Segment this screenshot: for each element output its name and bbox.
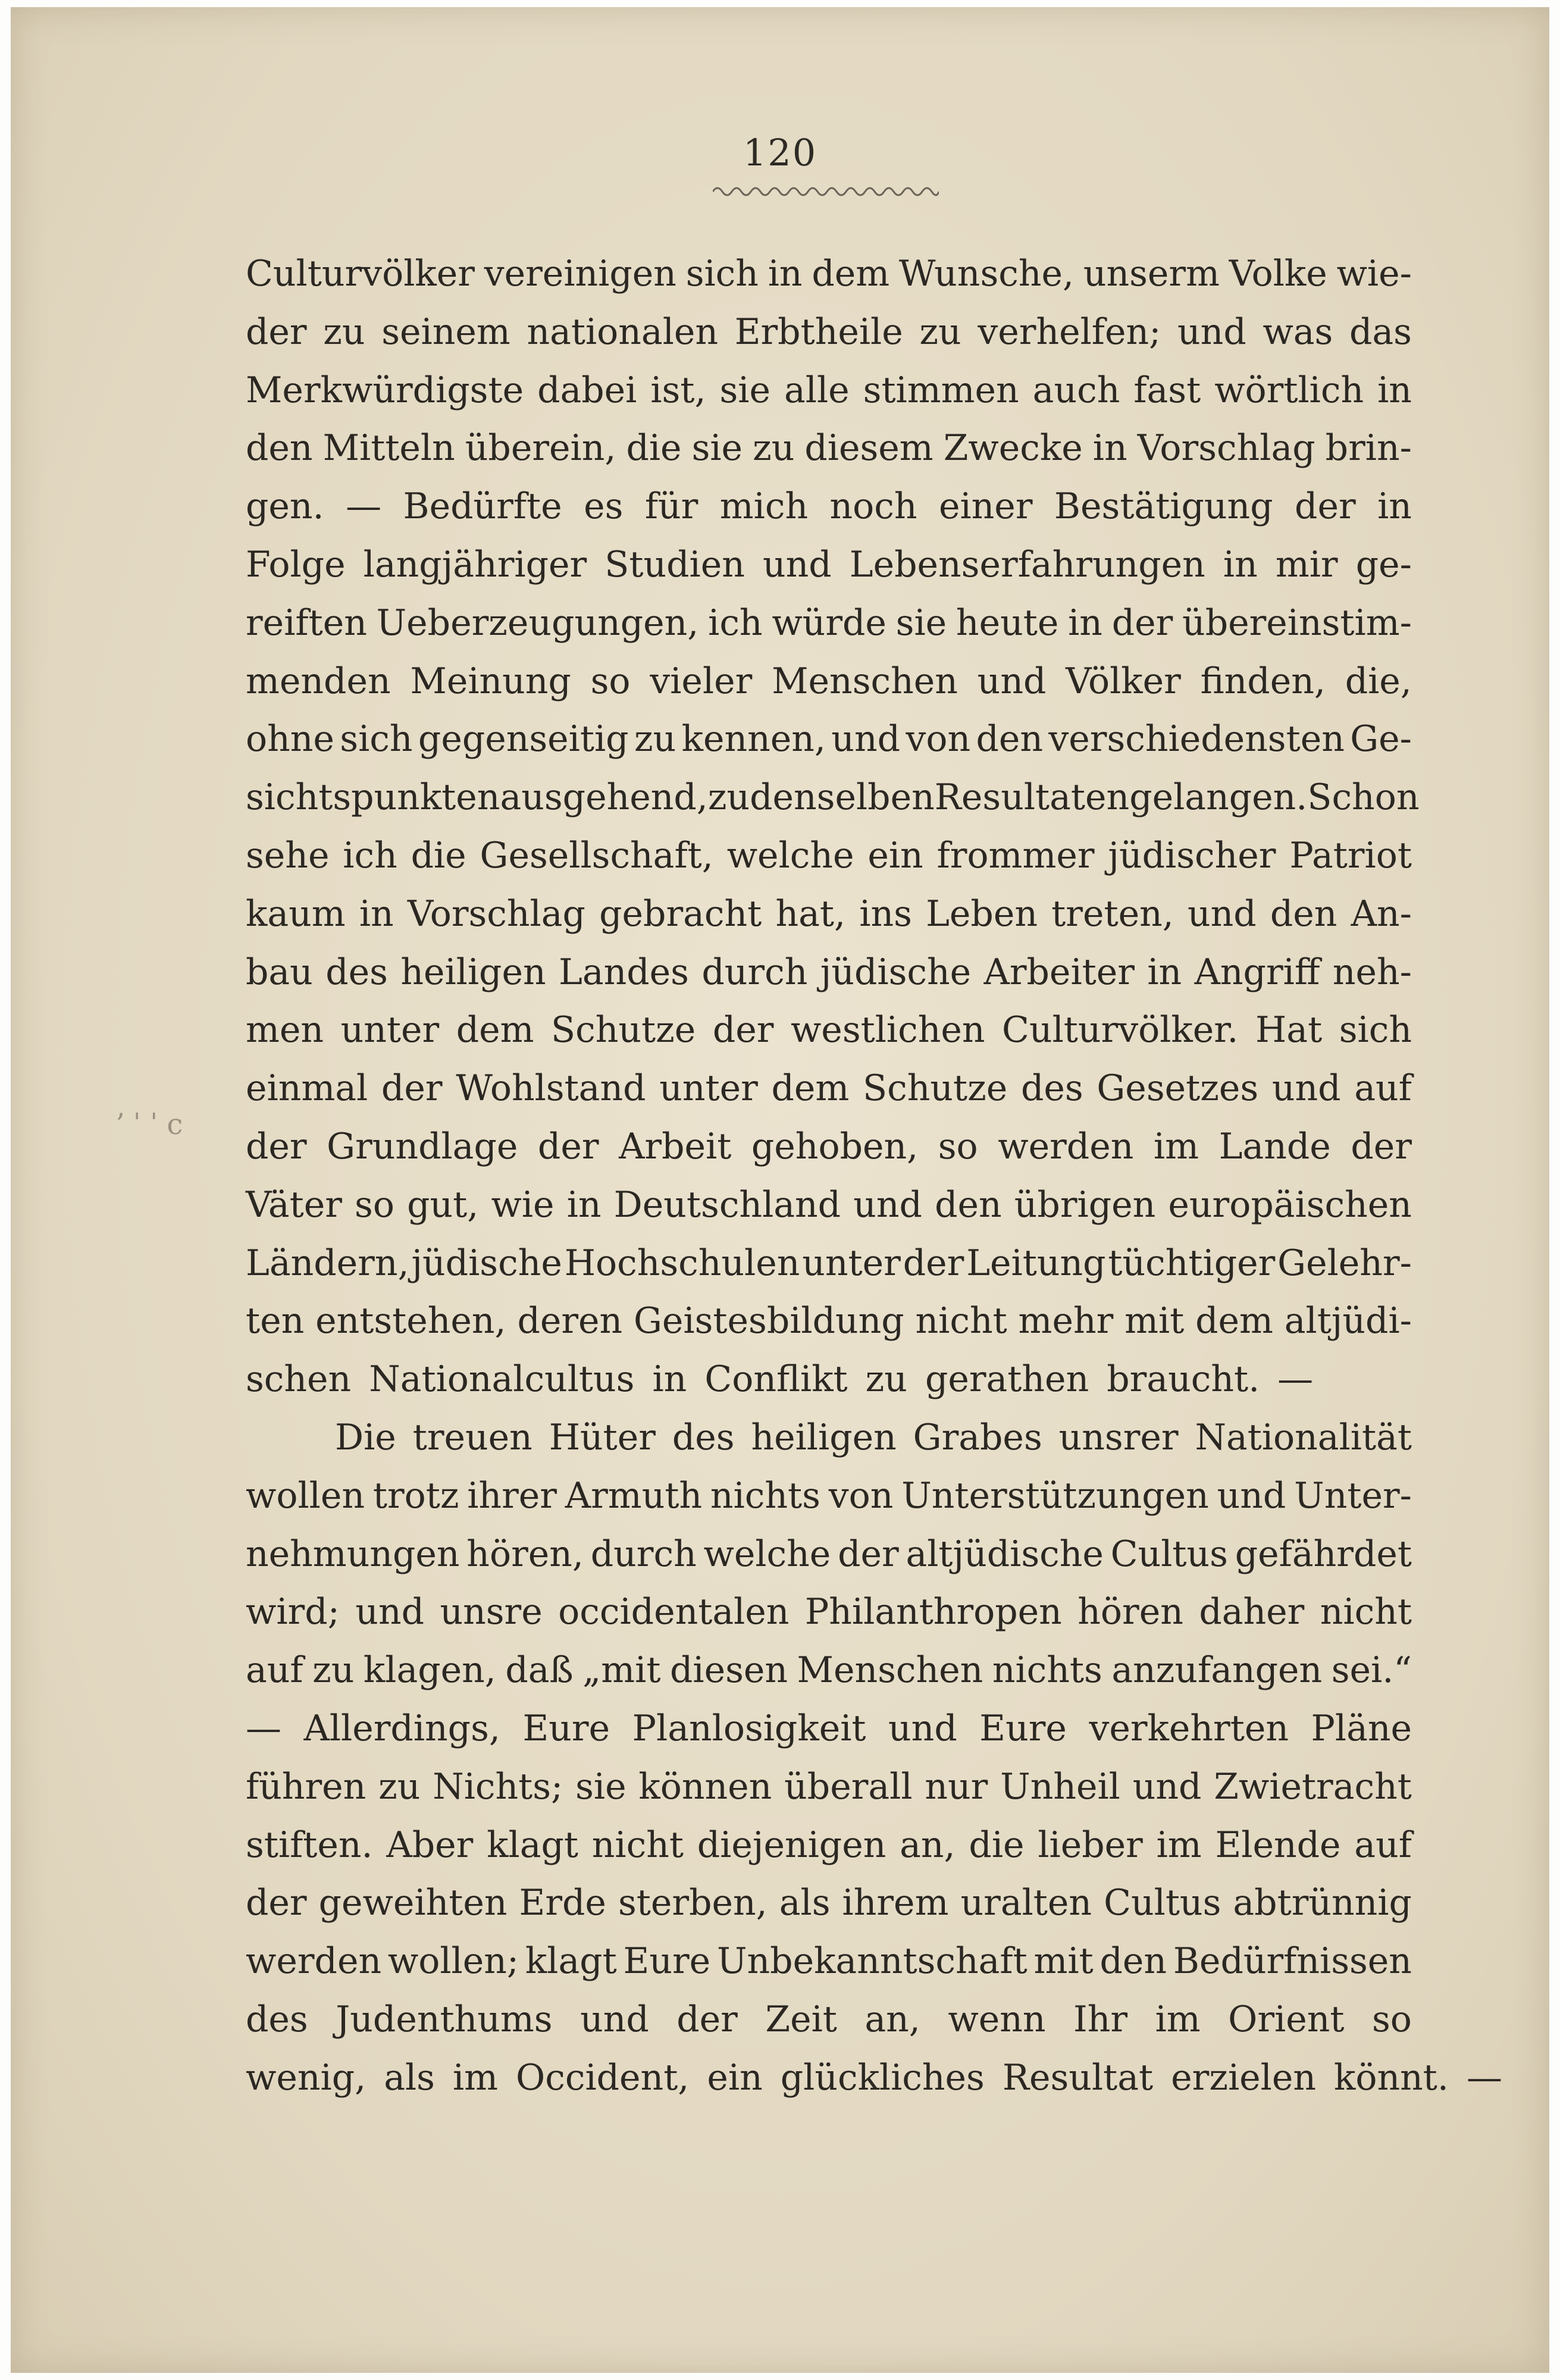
text-line: wenig, als im Occident, ein glückliches Resultat erzielen könnt. — bbox=[246, 2056, 1502, 2099]
text-line: werden wollen; klagt Eure Unbekanntschaft mit den Bedürfnissen bbox=[246, 1940, 1412, 1983]
text-line: Die treuen Hüter des heiligen Grabes unsrer Nationalität bbox=[335, 1416, 1412, 1458]
text-line: schen Nationalcultus in Conflikt zu gerathen braucht. — bbox=[246, 1358, 1314, 1401]
text-line: Merkwürdigste dabei ist, sie alle stimmen auch fast wörtlich in bbox=[246, 369, 1412, 411]
text-line: sichtspunkten ausgehend, zu denselben Resultaten gelangen. Schon bbox=[246, 776, 1420, 819]
text-line: — Allerdings, Eure Planlosigkeit und Eure verkehrten Pläne bbox=[246, 1707, 1412, 1749]
text-line: stiften. Aber klagt nicht diejenigen an, die lieber im Elende auf bbox=[246, 1824, 1412, 1866]
text-line: Culturvölker vereinigen sich in dem Wunsche, unserm Volke wie- bbox=[246, 253, 1412, 295]
text-line: reiften Ueberzeugungen, ich würde sie heute in der übereinstim- bbox=[246, 602, 1412, 644]
text-line: kaum in Vorschlag gebracht hat, ins Leben treten, und den An- bbox=[246, 892, 1412, 935]
text-line: Folge langjähriger Studien und Lebenserfahrungen in mir ge- bbox=[246, 543, 1412, 585]
text-line: der zu seinem nationalen Erbtheile zu verhelfen; und was das bbox=[246, 311, 1412, 353]
text-line: der Grundlage der Arbeit gehoben, so werden im Lande der bbox=[246, 1125, 1412, 1167]
text-line: gen. — Bedürfte es für mich noch einer Bestätigung der in bbox=[246, 486, 1412, 528]
text-line: wird; und unsre occidentalen Philanthropen hören daher nicht bbox=[246, 1591, 1412, 1633]
text-line: wollen trotz ihrer Armuth nichts von Unterstützungen und Unter- bbox=[246, 1474, 1412, 1517]
ornament-rule bbox=[713, 180, 939, 203]
text-line: menden Meinung so vieler Menschen und Völker finden, die, bbox=[246, 660, 1412, 702]
text-line: der geweihten Erde sterben, als ihrem uralten Cultus abtrünnig bbox=[246, 1882, 1412, 1924]
text-line: Väter so gut, wie in Deutschland und den übrigen europäischen bbox=[246, 1183, 1412, 1226]
text-line: den Mitteln überein, die sie zu diesem Zwecke in Vorschlag brin- bbox=[246, 427, 1412, 469]
text-line: des Judenthums und der Zeit an, wenn Ihr im Orient so bbox=[246, 1998, 1412, 2040]
text-line: führen zu Nichts; sie können überall nur Unheil und Zwietracht bbox=[246, 1765, 1412, 1808]
text-line: einmal der Wohlstand unter dem Schutze des Gesetzes und auf bbox=[246, 1067, 1412, 1110]
text-line: ohne sich gegenseitig zu kennen, und von den verschiedensten Ge- bbox=[246, 718, 1412, 760]
text-line: sehe ich die Gesellschaft, welche ein frommer jüdischer Patriot bbox=[246, 834, 1412, 876]
margin-mark: ʼ ˈ ˈ c bbox=[115, 1108, 183, 1141]
text-line: nehmungen hören, durch welche der altjüdische Cultus gefährdet bbox=[246, 1533, 1412, 1575]
text-line: Ländern, jüdische Hochschulen unter der Leitung tüchtiger Gelehr- bbox=[246, 1242, 1412, 1284]
body-text bbox=[246, 245, 1502, 2107]
page-number: 120 bbox=[743, 131, 817, 174]
text-line: ten entstehen, deren Geistesbildung nicht mehr mit dem altjüdi- bbox=[246, 1300, 1412, 1342]
text-line: men unter dem Schutze der westlichen Culturvölker. Hat sich bbox=[246, 1009, 1412, 1051]
text-line: bau des heiligen Landes durch jüdische Arbeiter in Angriff neh- bbox=[246, 951, 1412, 993]
text-line: auf zu klagen, daß „mit diesen Menschen nichts anzufangen sei.“ bbox=[246, 1649, 1412, 1692]
book-page bbox=[11, 7, 1549, 2373]
